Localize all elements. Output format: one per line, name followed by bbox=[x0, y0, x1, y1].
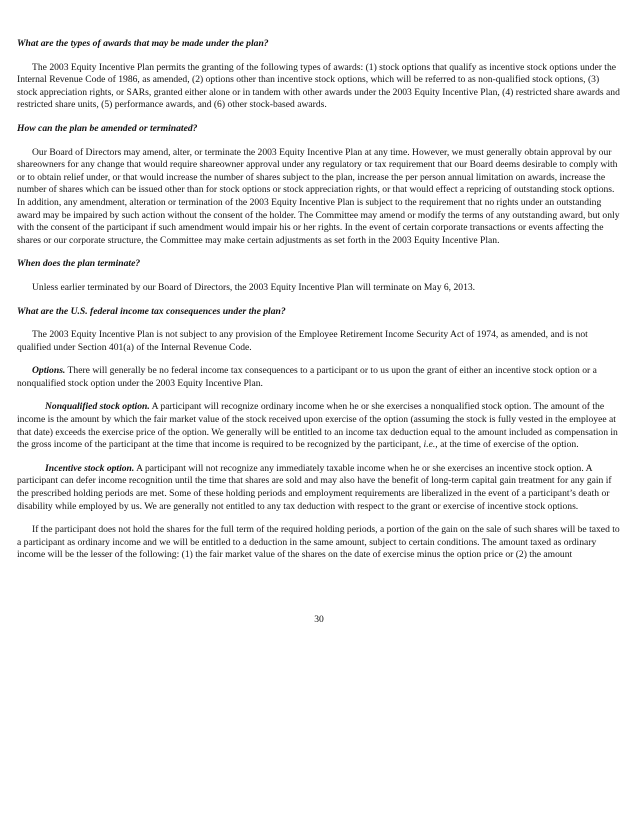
incentive-runin-label: Incentive stock option. bbox=[45, 462, 135, 474]
heading-amend-terminate: How can the plan be amended or terminated? bbox=[17, 122, 198, 134]
paragraph-nonqualified bbox=[17, 401, 621, 451]
incentive-text: A participant will not recognize any immediately taxable income when he or she exercises an incentive stock option. A participant can defer income recognition until the time that shares are sold and may also have the benefit of long-term capital gain treatment for any gain if the prescribed holding periods are met. Some of these holding periods and employment requirements are liberalized in the event of a participant’s death or disability while employed by us. We are generally not entitled to any tax deduction with respect to the grant or exercise of incentive stock options. bbox=[17, 462, 612, 512]
heading-tax-consequences: What are the U.S. federal income tax consequences under the plan? bbox=[17, 305, 286, 317]
options-text: There will generally be no federal income tax consequences to a participant or to us upon the grant of either an incentive stock option or a nonqualified stock option under the 2003 Equity Incentive Plan. bbox=[17, 365, 597, 389]
nonqualified-text-b: , at the time of exercise of the option. bbox=[435, 439, 579, 451]
paragraph-amend-terminate: Our Board of Directors may amend, alter, or terminate the 2003 Equity Incentive Plan at any time. However, we must generally obtain approval by our shareowners for any change that would require shareowner approval under any regulatory or tax requirement that our Board deems desirable to comply with or to obtain relief under, or that would increase the number of shares subject to the plan, increase the per person annual limitation on awards, increase the number of shares which can be issued other than for stock options or stock appreciation rights, or that would effect a repricing of outstanding stock options. In addition, any amendment, alteration or termination of the 2003 Equity Incentive Plan is subject to the requirement that no rights under an outstanding award may be impaired by such action without the consent of the holder. The Committee may amend or modify the terms of any outstanding award, but only with the consent of the participant if such amendment would impair his or her rights. In the event of certain corporate transactions or events affecting the shares or our corporate structure, the Committee may make certain adjustments as set forth in the 2003 Equity Incentive Plan. bbox=[17, 146, 620, 246]
paragraph-holding-periods: If the participant does not hold the shares for the full term of the required holding periods, a portion of the gain on the sale of such shares will be taxed to a participant as ordinary income and we will be entitled to a deduction in the same amount, subject to certain conditions. The amount taxed as ordinary income will be the lesser of the following: (1) the fair market value of the shares on the date of exercise minus the option price or (2) the amount bbox=[17, 524, 620, 561]
nonqualified-text-a: A participant will recognize ordinary income when he or she exercises a nonqualified stock option. The amount of the income is the amount by which the fair market value of the stock received upon exercise of the option (assuming the stock is fully vested in the employee at that date) exceeds the exercise price of the option. We generally will be entitled to an income tax deduction equal to the amount included as compensation in the gross income of the participant at the time that income is required to be recognized by the participant, bbox=[17, 401, 618, 451]
document-page bbox=[17, 38, 621, 573]
nonqualified-ie: i.e. bbox=[423, 439, 436, 451]
paragraph-options bbox=[17, 365, 621, 390]
page-number: 30 bbox=[314, 614, 324, 625]
paragraph-plan-terminate: Unless earlier terminated by our Board of Directors, the 2003 Equity Incentive Plan will terminate on May 6, 2013. bbox=[32, 281, 476, 293]
paragraph-award-types: The 2003 Equity Incentive Plan permits the granting of the following types of awards: (1) stock options that qualify as incentive stock options under the Internal Revenue Code of 1986, as amended, (2) options other than incentive stock options, which will be referred to as non-qualified stock options, (3) stock appreciation rights, or SARs, granted either alone or in tandem with other awards under the 2003 Equity Incentive Plan, (4) restricted share awards and restricted share units, (5) performance awards, and (6) other stock-based awards. bbox=[17, 61, 620, 111]
paragraph-incentive bbox=[17, 463, 621, 513]
heading-plan-terminate: When does the plan terminate? bbox=[17, 258, 141, 270]
nonqualified-runin-label: Nonqualified stock option. bbox=[45, 401, 150, 413]
heading-award-types: What are the types of awards that may be made under the plan? bbox=[17, 38, 269, 49]
paragraph-erisa: The 2003 Equity Incentive Plan is not subject to any provision of the Employee Retirement Income Security Act of 1974, as amended, and is not qualified under Section 401(a) of the Internal Revenue Code. bbox=[17, 329, 588, 353]
options-runin-label: Options. bbox=[32, 365, 66, 377]
